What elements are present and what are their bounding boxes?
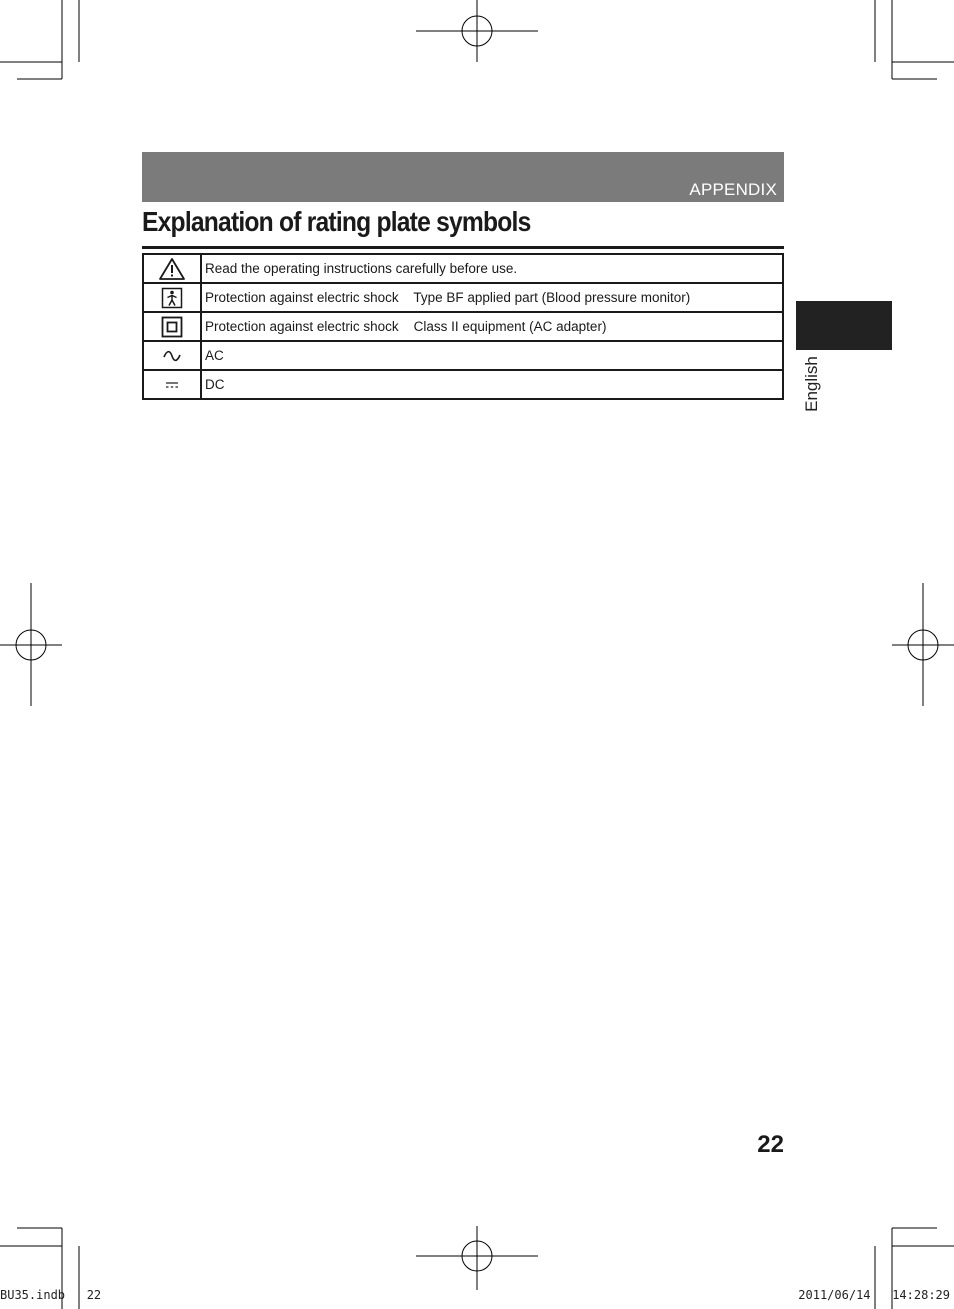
table-row [143, 254, 783, 283]
table-row [143, 341, 783, 370]
table-row [143, 370, 783, 399]
section-header-bar [142, 152, 784, 202]
page-number: 22 [757, 1131, 784, 1158]
language-label: English [802, 356, 821, 412]
file-slug: BU35.indb 22 [0, 1288, 102, 1302]
symbol-description: Protection against electric shock Class II equipment (AC adapter) [201, 312, 783, 341]
title-underline [142, 246, 784, 249]
section-label: APPENDIX [689, 180, 777, 199]
symbol-cell [143, 254, 201, 283]
symbol-cell [143, 283, 201, 312]
symbol-description: AC [201, 341, 783, 370]
warning-triangle-icon [158, 257, 186, 281]
symbol-description: Protection against electric shock Type BF applied part (Blood pressure monitor) [201, 283, 783, 312]
symbol-description: Read the operating instructions carefully before use. [201, 254, 783, 283]
print-timestamp: 2011/06/14 14:28:29 [798, 1288, 950, 1302]
language-tab [796, 301, 892, 350]
symbol-cell [143, 312, 201, 341]
table-row [143, 283, 783, 312]
dc-current-icon [163, 379, 181, 391]
symbol-cell [143, 370, 201, 399]
table-row [143, 312, 783, 341]
symbol-cell [143, 341, 201, 370]
class-ii-equipment-icon [161, 316, 183, 338]
symbols-table [142, 253, 784, 400]
symbol-description: DC [201, 370, 783, 399]
page-title: Explanation of rating plate symbols [142, 206, 531, 237]
ac-current-icon [161, 348, 183, 364]
type-bf-applied-part-icon [161, 287, 183, 309]
